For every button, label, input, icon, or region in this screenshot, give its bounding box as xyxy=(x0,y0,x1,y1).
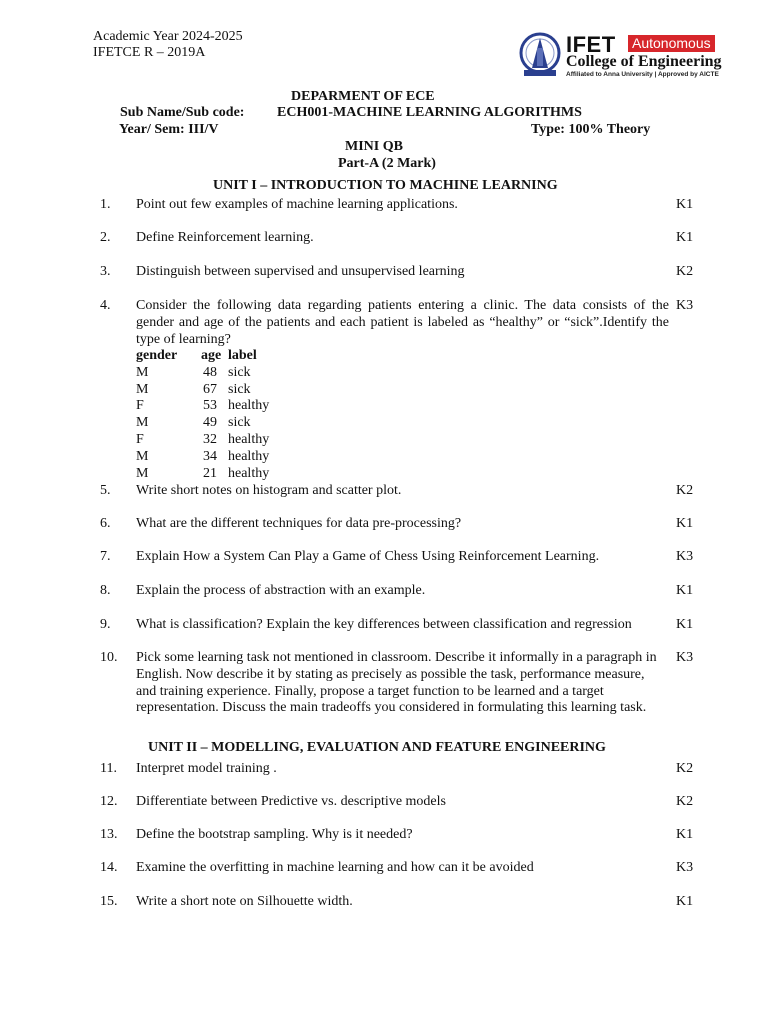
table-row xyxy=(136,415,269,432)
table-cell: F xyxy=(136,398,144,414)
department-title: DEPARMENT OF ECE xyxy=(291,89,435,104)
table-cell: F xyxy=(136,431,144,447)
column-header: gender xyxy=(136,348,178,363)
question-text: Consider the following data regarding patients entering a clinic. The data consists of the gender and age of the patients and each patient is labeled as “healthy” or “sick”.Identify the type of learning? xyxy=(136,298,669,347)
question-number: 9. xyxy=(100,617,111,632)
table-row xyxy=(136,449,269,466)
question-number: 3. xyxy=(100,264,111,279)
table-cell: 49 xyxy=(203,415,217,431)
year-semester: Year/ Sem: III/V xyxy=(119,122,219,137)
question-number: 10. xyxy=(100,650,118,665)
table-cell: sick xyxy=(228,381,251,397)
logo-college-name: College of Engineering xyxy=(566,53,722,70)
question-text: Pick some learning task not mentioned in classroom. Describe it informally in a paragraph in English. Now describe it by stating as precisely as possible the task, performance measure, and training experience. Finally, propose a target function to be learned and a target representation. Discuss the main tradeoffs you considered in formulating this learning task. xyxy=(136,650,657,716)
question-text: Point out few examples of machine learning applications. xyxy=(136,197,458,212)
college-emblem-icon xyxy=(518,30,562,80)
question-text: Explain How a System Can Play a Game of Chess Using Reinforcement Learning. xyxy=(136,549,600,564)
question-text: Differentiate between Predictive vs. descriptive models xyxy=(136,794,446,809)
knowledge-level: K1 xyxy=(676,583,694,598)
question-number: 8. xyxy=(100,583,111,598)
exam-type: Type: 100% Theory xyxy=(531,122,651,137)
table-cell: 53 xyxy=(203,398,217,414)
table-cell: healthy xyxy=(228,448,270,464)
question-number: 5. xyxy=(100,483,111,498)
regulation-code: IFETCE R – 2019A xyxy=(93,45,206,60)
question-number: 11. xyxy=(100,761,117,776)
question-text: Define Reinforcement learning. xyxy=(136,230,314,245)
knowledge-level: K1 xyxy=(676,617,694,632)
subject-label: Sub Name/Sub code: xyxy=(120,105,245,120)
table-cell: healthy xyxy=(228,431,270,447)
table-header-row xyxy=(136,348,269,365)
question-number: 1. xyxy=(100,197,111,212)
knowledge-level: K3 xyxy=(676,298,694,313)
column-header: age xyxy=(201,348,222,363)
table-cell: sick xyxy=(228,364,251,380)
logo-name: IFET xyxy=(566,32,616,57)
logo-affiliation: Affiliated to Anna University | Approved by AICTE xyxy=(566,71,719,78)
part-title: Part-A (2 Mark) xyxy=(338,156,436,171)
knowledge-level: K2 xyxy=(676,794,694,809)
question-text: What is classification? Explain the key differences between classification and regression xyxy=(136,617,632,632)
question-text: Define the bootstrap sampling. Why is it needed? xyxy=(136,827,413,842)
question-text: Examine the overfitting in machine learning and how can it be avoided xyxy=(136,860,534,875)
question-text: Write a short note on Silhouette width. xyxy=(136,894,353,909)
question-text: Distinguish between supervised and unsupervised learning xyxy=(136,264,465,279)
question-text: Write short notes on histogram and scatter plot. xyxy=(136,483,402,498)
table-cell: M xyxy=(136,465,149,481)
knowledge-level: K1 xyxy=(676,827,694,842)
table-cell: healthy xyxy=(228,465,270,481)
table-cell: 21 xyxy=(203,465,217,481)
table-row xyxy=(136,398,269,415)
table-cell: M xyxy=(136,364,149,380)
table-cell: healthy xyxy=(228,398,270,414)
table-cell: 32 xyxy=(203,431,217,447)
question-text: Explain the process of abstraction with an example. xyxy=(136,583,426,598)
table-cell: 48 xyxy=(203,364,217,380)
table-cell: M xyxy=(136,381,149,397)
question-text: What are the different techniques for data pre-processing? xyxy=(136,516,462,531)
knowledge-level: K1 xyxy=(676,197,694,212)
question-number: 6. xyxy=(100,516,111,531)
academic-year: Academic Year 2024-2025 xyxy=(93,29,243,44)
patient-data-table xyxy=(136,348,269,482)
question-number: 2. xyxy=(100,230,111,245)
question-number: 15. xyxy=(100,894,118,909)
knowledge-level: K1 xyxy=(676,894,694,909)
unit-heading: UNIT II – MODELLING, EVALUATION AND FEATURE ENGINEERING xyxy=(148,740,606,755)
column-header: label xyxy=(228,348,257,363)
question-number: 12. xyxy=(100,794,118,809)
question-number: 7. xyxy=(100,549,111,564)
knowledge-level: K2 xyxy=(676,264,694,279)
knowledge-level: K3 xyxy=(676,549,694,564)
knowledge-level: K2 xyxy=(676,483,694,498)
question-number: 13. xyxy=(100,827,118,842)
knowledge-level: K2 xyxy=(676,761,694,776)
logo-autonomous-badge: Autonomous xyxy=(628,35,715,52)
college-logo xyxy=(518,30,738,82)
table-row xyxy=(136,466,269,483)
table-row xyxy=(136,365,269,382)
qb-title: MINI QB xyxy=(345,139,403,154)
question-text: Interpret model training . xyxy=(136,761,277,776)
knowledge-level: K1 xyxy=(676,230,694,245)
table-cell: M xyxy=(136,448,149,464)
unit-heading: UNIT I – INTRODUCTION TO MACHINE LEARNING xyxy=(213,178,558,193)
knowledge-level: K3 xyxy=(676,860,694,875)
table-cell: M xyxy=(136,415,149,431)
question-number: 4. xyxy=(100,298,111,313)
knowledge-level: K3 xyxy=(676,650,694,665)
table-cell: 67 xyxy=(203,381,217,397)
table-cell: sick xyxy=(228,415,251,431)
table-cell: 34 xyxy=(203,448,217,464)
table-row xyxy=(136,382,269,399)
knowledge-level: K1 xyxy=(676,516,694,531)
table-row xyxy=(136,432,269,449)
subject-name: ECH001-MACHINE LEARNING ALGORITHMS xyxy=(277,105,582,120)
question-number: 14. xyxy=(100,860,118,875)
